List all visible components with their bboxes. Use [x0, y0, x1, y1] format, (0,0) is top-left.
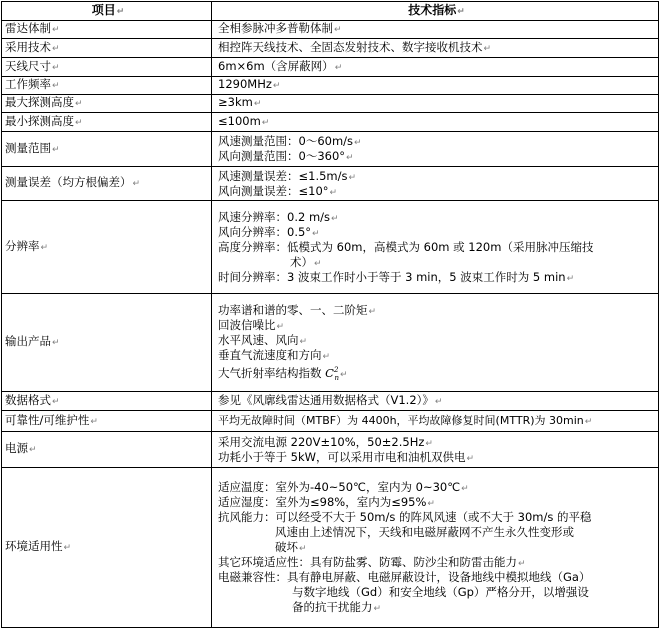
row-label: 工作频率↵	[2, 77, 212, 95]
paragraph-mark-icon: ↵	[466, 453, 475, 464]
row-label: 采用技术↵	[2, 39, 212, 58]
table-row	[2, 21, 659, 39]
paragraph-mark-icon: ↵	[483, 43, 492, 54]
row-value: 相控阵天线技术、全固态发射技术、数字接收机技术↵	[212, 39, 659, 58]
paragraph-mark-icon: ↵	[29, 445, 37, 455]
paragraph-mark-icon: ↵	[584, 416, 593, 427]
row-label: 分辨率↵	[2, 201, 212, 294]
table-row	[2, 432, 659, 468]
table-row	[2, 39, 659, 58]
table-row	[2, 167, 659, 201]
paragraph-mark-icon: ↵	[348, 172, 357, 183]
table-row	[2, 77, 659, 95]
cn2-symbol: $C^2_n$	[325, 365, 339, 382]
paragraph-mark-icon: ↵	[312, 228, 320, 239]
paragraph-mark-icon: ↵	[314, 258, 322, 269]
paragraph-mark-icon: ↵	[40, 242, 49, 253]
header-spec: 技术指标↵	[212, 2, 659, 21]
row-value: 1290MHz↵	[212, 77, 659, 95]
row-value: 风速测量范围：0～60m/s↵ 风向测量范围：0～360°↵	[212, 132, 659, 167]
row-label: 输出产品↵	[2, 294, 212, 392]
table-row	[2, 58, 659, 77]
paragraph-mark-icon: ↵	[346, 153, 354, 163]
paragraph-mark-icon: ↵	[354, 138, 362, 148]
row-value: 适应温度：室外为-40~50℃，室内为 0~30℃↵ 适应湿度：室外为≤98%，室内为≤95%↵ 抗风能力：可以经受不大于 50m/s 的阵风风速（或不大于 30m/s 的平稳 风速由上述情况下，天线和电磁屏蔽网不产生永久性变形或 破坏↵ 其它环境适应性：具有防盐雾、防霉、防沙尘和防雷击能力↵ 电磁兼容性：具有静电屏蔽、电磁屏蔽设计，设备地线中模拟地线（Ga） 与数字地线（Gd）和安全地线（Gp）严格分开，以增强设 备的抗干扰能力↵	[212, 468, 659, 628]
paragraph-mark-icon: ↵	[329, 187, 338, 198]
paragraph-mark-icon: ↵	[368, 306, 377, 317]
paragraph-mark-icon: ↵	[52, 43, 60, 54]
table-row	[2, 411, 659, 432]
row-label: 天线尺寸↵	[2, 58, 212, 77]
spec-table	[1, 1, 659, 628]
paragraph-mark-icon: ↵	[461, 484, 469, 494]
row-label: 可靠性/可维护性↵	[2, 411, 212, 432]
paragraph-mark-icon: ↵	[90, 416, 98, 427]
paragraph-mark-icon: ↵	[299, 336, 308, 347]
paragraph-mark-icon: ↵	[322, 351, 331, 362]
paragraph-mark-icon: ↵	[339, 369, 348, 380]
paragraph-mark-icon: ↵	[75, 99, 83, 109]
row-value: 采用交流电源 220V±10%，50±2.5Hz↵ 功耗小于等于 5kW，可以采用市电和油机双供电↵	[212, 432, 659, 468]
row-label: 最小探测高度↵	[2, 113, 212, 132]
table-row	[2, 95, 659, 113]
header-item: 项目↵	[2, 2, 212, 21]
paragraph-mark-icon: ↵	[334, 25, 342, 35]
row-value: ≤100m↵	[212, 113, 659, 132]
paragraph-mark-icon: ↵	[132, 179, 141, 189]
row-label: 数据格式↵	[2, 392, 212, 411]
row-label: 测量误差（均方根偏差）↵	[2, 167, 212, 201]
paragraph-mark-icon: ↵	[52, 25, 60, 35]
table-header-row	[2, 2, 659, 21]
paragraph-mark-icon: ↵	[276, 321, 285, 332]
row-value: 风速测量误差：≤1.5m/s↵ 风向测量误差：≤10°↵	[212, 167, 659, 201]
paragraph-mark-icon: ↵	[457, 6, 465, 17]
table-row	[2, 113, 659, 132]
paragraph-mark-icon: ↵	[331, 213, 339, 224]
paragraph-mark-icon: ↵	[63, 543, 72, 553]
table-row	[2, 132, 659, 167]
paragraph-mark-icon: ↵	[427, 499, 435, 509]
table-row	[2, 201, 659, 294]
paragraph-mark-icon: ↵	[261, 117, 270, 128]
row-label: 电源↵	[2, 432, 212, 468]
paragraph-mark-icon: ↵	[299, 544, 307, 554]
paragraph-mark-icon: ↵	[75, 117, 83, 128]
paragraph-mark-icon: ↵	[52, 338, 60, 348]
row-value: 平均无故障时间（MTBF）为 4400h，平均故障修复时间(MTTR)为 30min↵	[212, 411, 659, 432]
row-value: 参见《风廓线雷达通用数据格式（V1.2）》↵	[212, 392, 659, 411]
paragraph-mark-icon: ↵	[373, 604, 382, 614]
row-label: 环境适用性↵	[2, 468, 212, 628]
paragraph-mark-icon: ↵	[425, 438, 433, 449]
row-label: 测量范围↵	[2, 132, 212, 167]
paragraph-mark-icon: ↵	[566, 273, 575, 284]
row-label: 雷达体制↵	[2, 21, 212, 39]
paragraph-mark-icon: ↵	[116, 6, 125, 17]
row-value: ≥3km↵	[212, 95, 659, 113]
table-row	[2, 468, 659, 628]
paragraph-mark-icon: ↵	[334, 62, 343, 73]
row-label: 最大探测高度↵	[2, 95, 212, 113]
paragraph-mark-icon: ↵	[52, 144, 60, 155]
table-row	[2, 294, 659, 392]
paragraph-mark-icon: ↵	[272, 81, 281, 91]
row-value: 功率谱和谱的零、一、二阶矩↵ 回波信噪比↵ 水平风速、风向↵ 垂直气流速度和方向↵ 大气折射率结构指数 $C^2_n↵$	[212, 294, 659, 392]
paragraph-mark-icon: ↵	[253, 99, 262, 109]
paragraph-mark-icon: ↵	[52, 62, 60, 73]
row-value: 风速分辨率：0.2 m/s↵ 风向分辨率：0.5°↵ 高度分辨率：低模式为 60m，高模式为 60m 或 120m（采用脉冲压缩技 术）↵ 时间分辨率：3 波束工作时小于等于 3 min，5 波束工作时为 5 min↵	[212, 201, 659, 294]
paragraph-mark-icon: ↵	[52, 81, 60, 91]
row-value: 全相参脉冲多普勒体制↵	[212, 21, 659, 39]
paragraph-mark-icon: ↵	[434, 396, 443, 407]
paragraph-mark-icon: ↵	[52, 396, 60, 407]
paragraph-mark-icon: ↵	[518, 559, 526, 569]
table-row	[2, 392, 659, 411]
row-value: 6m×6m（含屏蔽网）↵	[212, 58, 659, 77]
